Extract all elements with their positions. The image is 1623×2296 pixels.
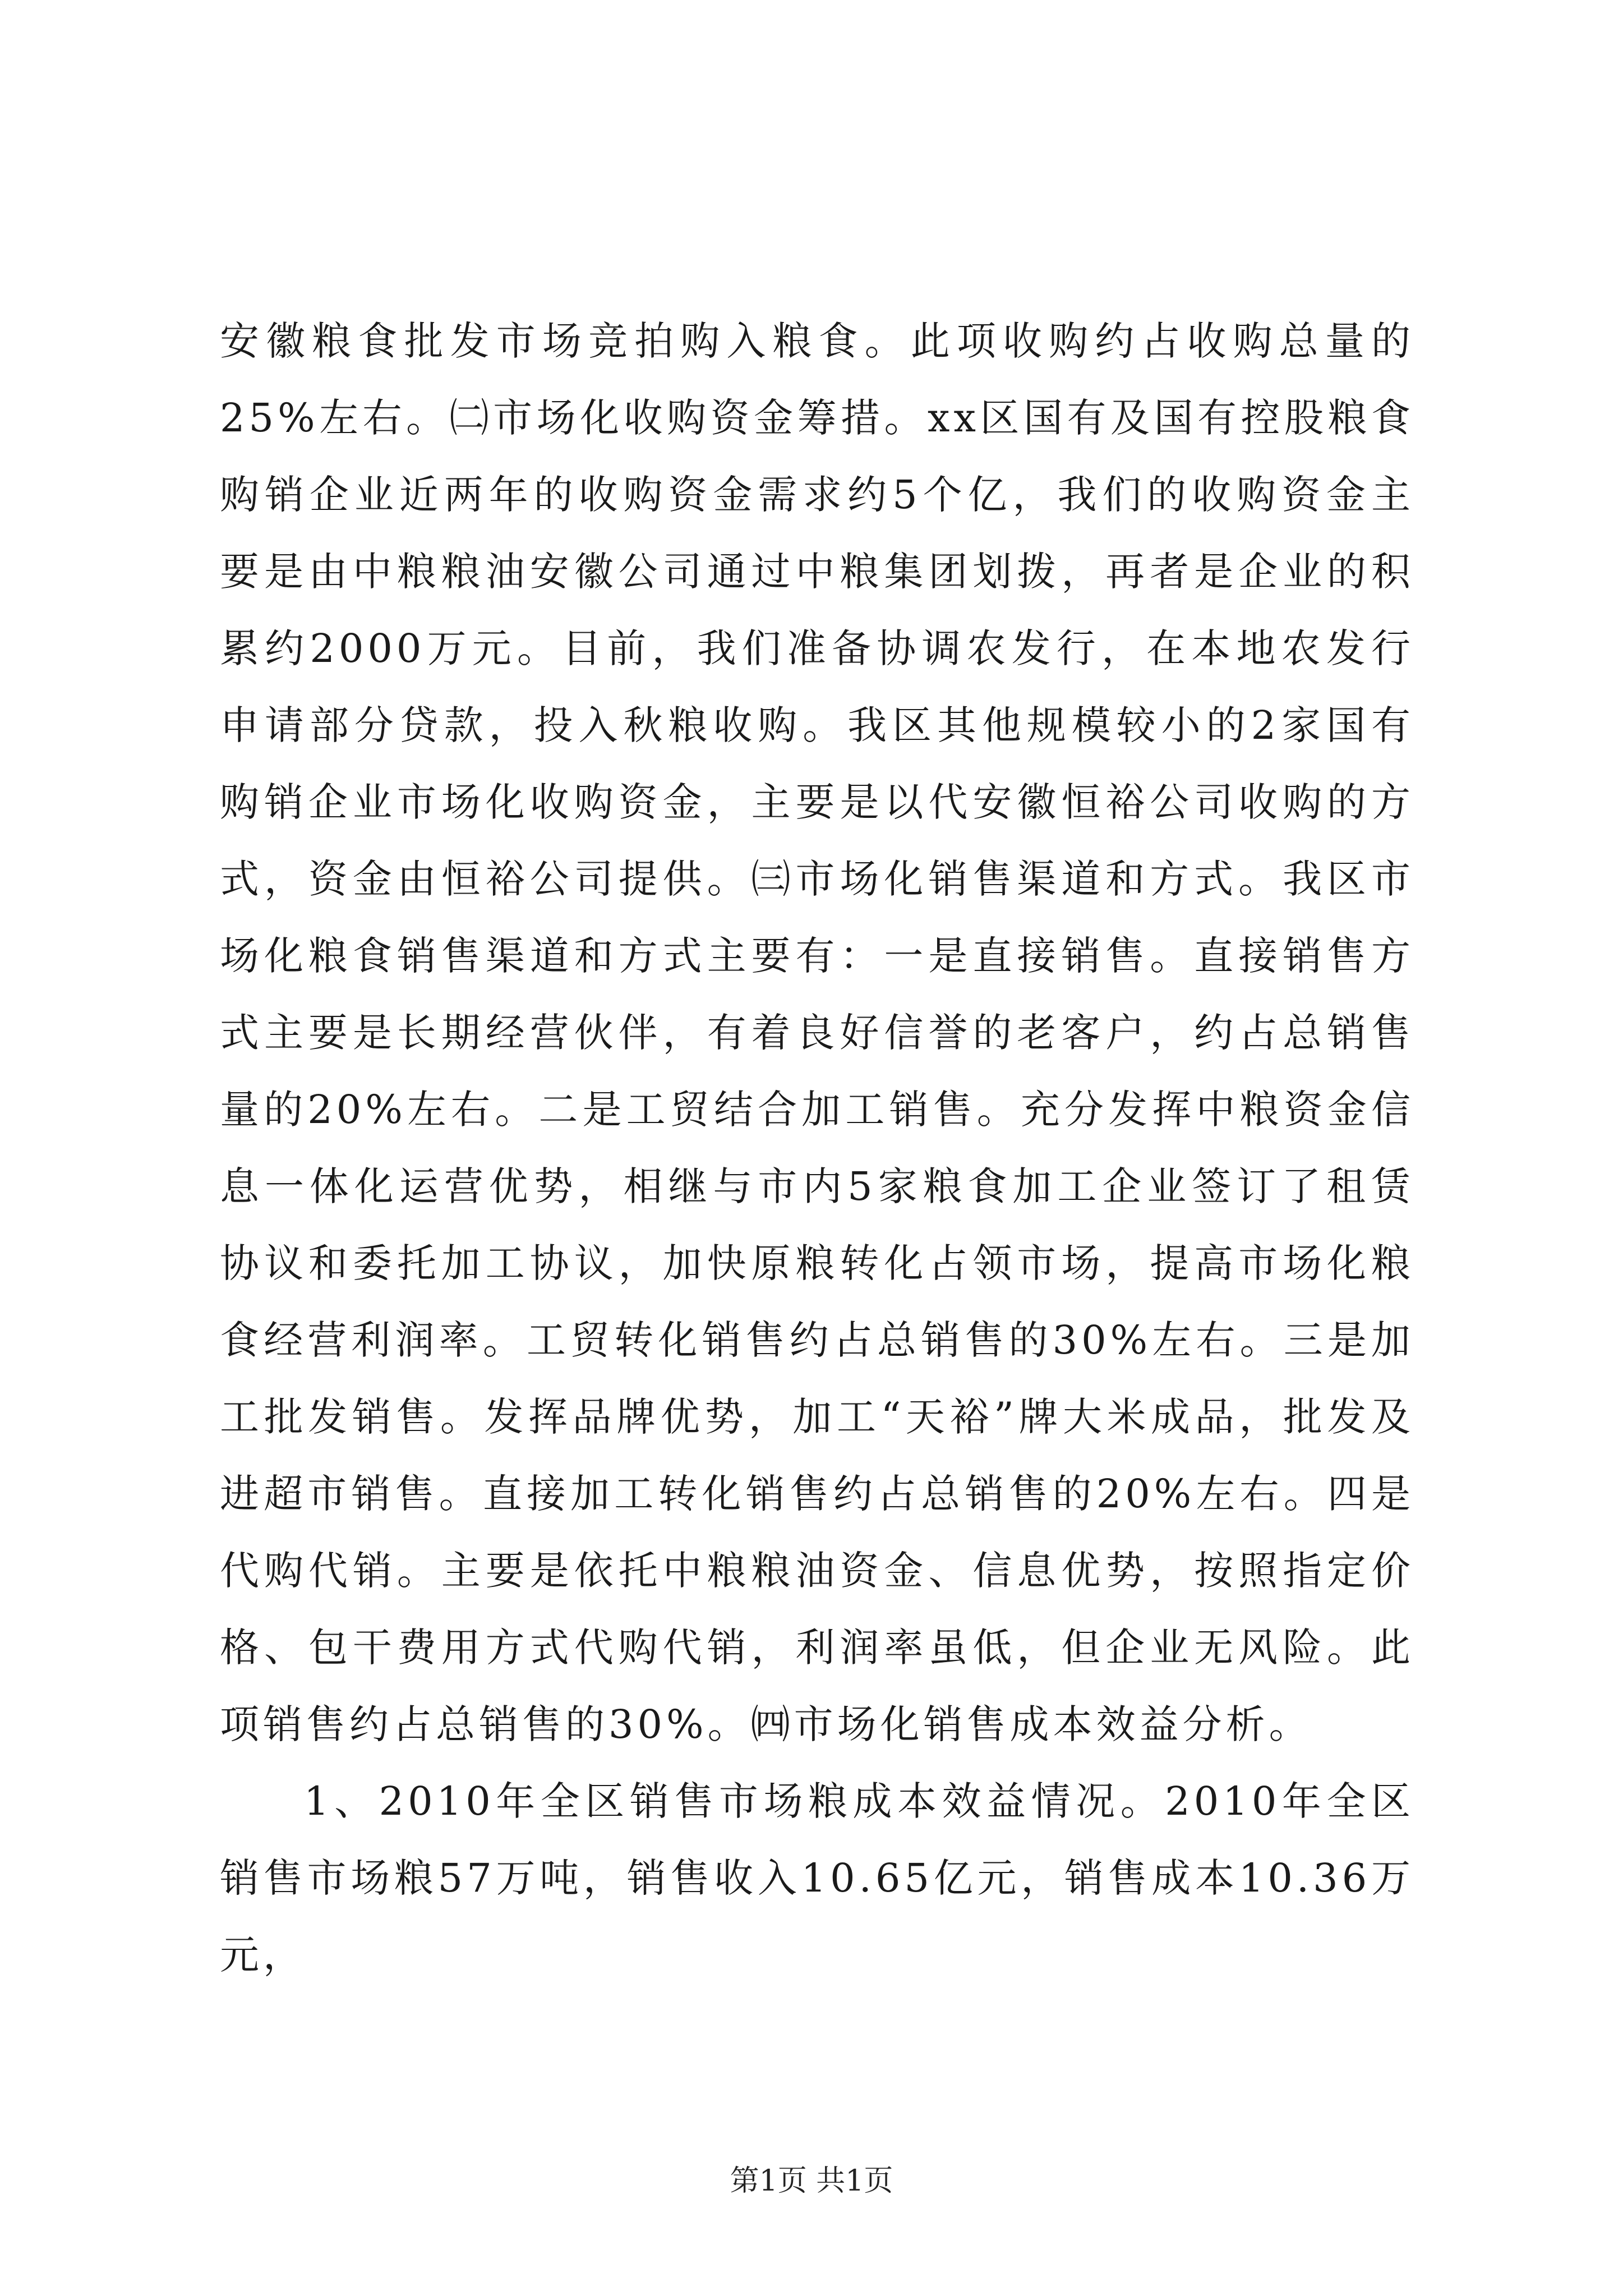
page-number-footer: 第1页 共1页 (730, 2164, 893, 2198)
body-paragraph: 1、2010年全区销售市场粮成本效益情况。2010年全区销售市场粮57万吨，销售收入10.65亿元，销售成本10.36万元， (220, 1778, 1414, 1978)
document-body (220, 303, 1414, 1994)
body-paragraph: 安徽粮食批发市场竞拍购入粮食。此项收购约占收购总量的25%左右。㈡市场化收购资金筹措。xx区国有及国有控股粮食购销企业近两年的收购资金需求约5个亿，我们的收购资金主要是由中粮粮油安徽公司通过中粮集团划拨，再者是企业的积累约2000万元。目前，我们准备协调农发行，在本地农发行申请部分贷款，投入秋粮收购。我区其他规模较小的2家国有购销企业市场化收购资金，主要是以代安徽恒裕公司收购的方式，资金由恒裕公司提供。㈢市场化销售渠道和方式。我区市场化粮食销售渠道和方式主要有：一是直接销售。直接销售方式主要是长期经营伙伴，有着良好信誉的老客户，约占总销售量的20%左右。二是工贸结合加工销售。充分发挥中粮资金信息一体化运营优势，相继与市内5家粮食加工企业签订了租赁协议和委托加工协议，加快原粮转化占领市场，提高市场化粮食经营利润率。工贸转化销售约占总销售的30%左右。三是加工批发销售。发挥品牌优势，加工“天裕”牌大米成品，批发及进超市销售。直接加工转化销售约占总销售的20%左右。四是代购代销。主要是依托中粮粮油资金、信息优势，按照指定价格、包干费用方式代购代销，利润率虽低，但企业无风险。此项销售约占总销售的30%。㈣市场化销售成本效益分析。 (220, 318, 1414, 1747)
